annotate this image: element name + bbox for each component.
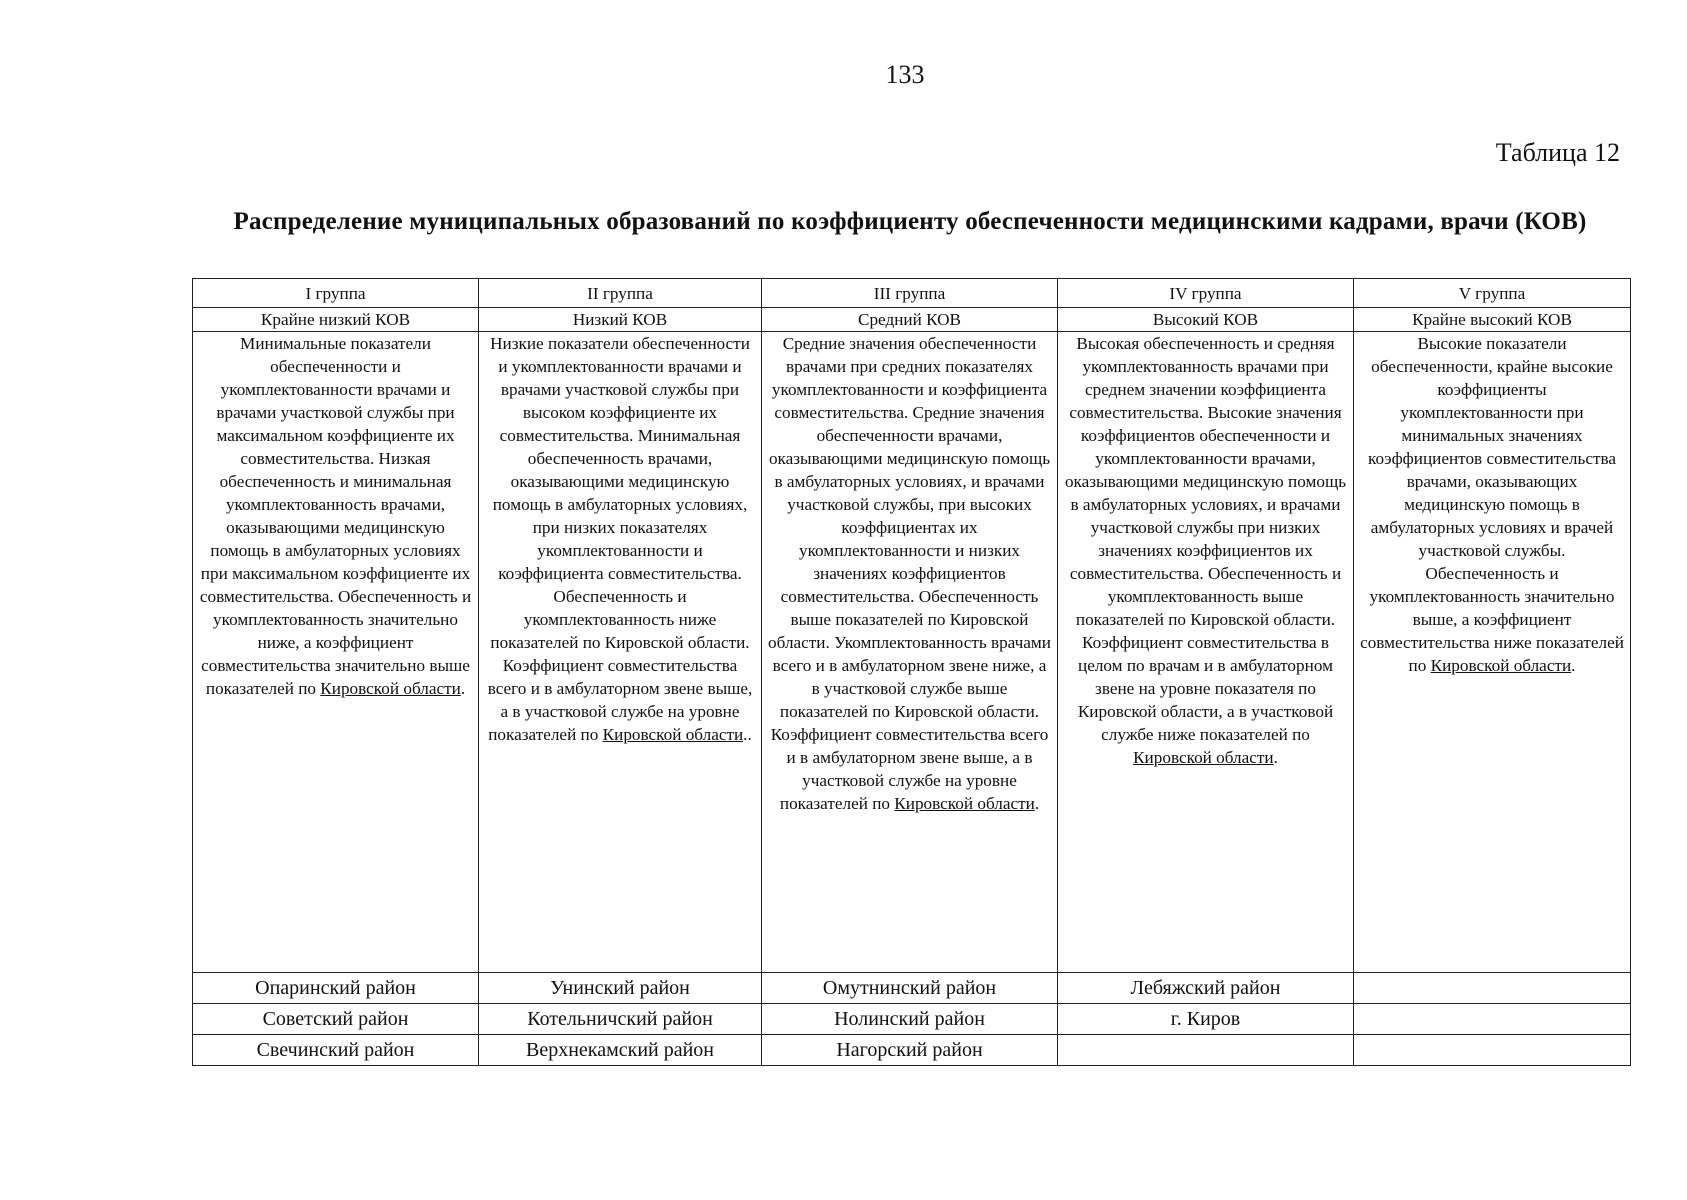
region-link: Кировской области: [1133, 748, 1274, 767]
group-header: III группа: [762, 279, 1058, 308]
district-cell: Советский район: [193, 1004, 479, 1035]
region-link: Кировской области: [320, 679, 461, 698]
description-end: ..: [743, 725, 752, 744]
group-header: V группа: [1354, 279, 1631, 308]
kov-level: Низкий КОВ: [479, 308, 762, 332]
district-cell: Омутнинский район: [762, 973, 1058, 1004]
group-description: [193, 332, 479, 973]
kov-level: Крайне низкий КОВ: [193, 308, 479, 332]
district-cell: Нолинский район: [762, 1004, 1058, 1035]
kov-level: Высокий КОВ: [1058, 308, 1354, 332]
district-cell: г. Киров: [1058, 1004, 1354, 1035]
region-link: Кировской области: [602, 725, 744, 744]
district-cell: Нагорский район: [762, 1035, 1058, 1066]
table-label: Таблица 12: [1495, 138, 1620, 167]
group-header: II группа: [479, 279, 762, 308]
kov-level: Крайне высокий КОВ: [1354, 308, 1631, 332]
group-header: I группа: [193, 279, 479, 308]
group-header-row: [193, 279, 1631, 308]
description-row: [193, 332, 1631, 973]
group-description: [1354, 332, 1631, 973]
description-text: Минимальные показатели обеспеченности и укомплектованности врачами и врачами участковой службы при максимальном коэффициенте их совместительства. Низкая обеспеченность и минимальная укомплектованность врачами, оказывающими медицинскую помощь в амбулаторных условиях при максимальном коэффициенте их совместительства. Обеспеченность и укомплектованность значительно ниже, а коэффициент совместительства значительно выше показателей по: [199, 334, 472, 698]
distribution-table: [192, 278, 1631, 1066]
description-end: .: [460, 679, 466, 698]
district-cell: [1354, 973, 1631, 1004]
description-text: Высокие показатели обеспеченности, крайне высокие коэффициенты укомплектованности при минимальных значениях коэффициентов совместительства врачами, оказывающих медицинскую помощь в амбулаторных условиях и врачей участковой службы. Обеспеченность и укомплектованность значительно выше, а коэффициент совместительства ниже показателей по: [1360, 334, 1624, 675]
region-link: Кировской области: [894, 794, 1035, 813]
group-header: IV группа: [1058, 279, 1354, 308]
district-cell: Котельничский район: [479, 1004, 762, 1035]
district-cell: Унинский район: [479, 973, 762, 1004]
group-description: [479, 332, 762, 973]
district-row: [193, 973, 1631, 1004]
kov-level: Средний КОВ: [762, 308, 1058, 332]
description-end: .: [1034, 794, 1040, 813]
page-number: 133: [885, 60, 925, 89]
district-cell: Свечинский район: [193, 1035, 479, 1066]
description-text: Средние значения обеспеченности врачами при средних показателях укомплектованности и коэффициента совместительства. Средние значения обеспеченности врачами, оказывающими медицинскую помощь в амбулаторных условиях, и врачами участковой службы, при высоких коэффициентах их укомплектованности и низких значениях коэффициентов совместительства. Обеспеченность выше показателей по Кировской области. Укомплектованность врачами всего и в амбулаторном звене ниже, а в участковой службе выше показателей по Кировской области. Коэффициент совместительства всего и в амбулаторном звене выше, а в участковой службе на уровне показателей по: [768, 334, 1051, 813]
description-end: .: [1571, 656, 1576, 675]
group-description: [762, 332, 1058, 973]
district-cell: Верхнекамский район: [479, 1035, 762, 1066]
district-row: [193, 1004, 1631, 1035]
description-text: Высокая обеспеченность и средняя укомплектованность врачами при среднем значении коэффициента совместительства. Высокие значения коэффициентов обеспеченности и укомплектованности врачами, оказывающими медицинскую помощь в амбулаторных условиях, и врачами участковой службы при низких значениях коэффициентов их совместительства. Обеспеченность и укомплектованность выше показателей по Кировской области. Коэффициент совместительства в целом по врачам и в амбулаторном звене на уровне показателя по Кировской области, а в участковой службе ниже показателей по: [1064, 334, 1347, 744]
district-cell: [1354, 1035, 1631, 1066]
district-cell: Опаринский район: [193, 973, 479, 1004]
table-title: Распределение муниципальных образований по коэффициенту обеспеченности медицинскими кадрами, врачи (КОВ): [233, 208, 1587, 235]
region-link: Кировской области: [1430, 656, 1572, 675]
district-cell: [1058, 1035, 1354, 1066]
description-end: .: [1273, 748, 1278, 767]
district-cell: Лебяжский район: [1058, 973, 1354, 1004]
description-text: Низкие показатели обеспеченности и укомплектованности врачами и врачами участковой службы при высоком коэффициенте их совместительства. Минимальная обеспеченность врачами, оказывающими медицинскую помощь в амбулаторных условиях, при низких показателях укомплектованности и коэффициента совместительства. Обеспеченность и укомплектованность ниже показателей по Кировской области. Коэффициент совместительства всего и в амбулаторном звене выше, а в участковой службе на уровне показателей по: [487, 334, 753, 744]
district-cell: [1354, 1004, 1631, 1035]
group-description: [1058, 332, 1354, 973]
district-row: [193, 1035, 1631, 1066]
kov-level-row: [193, 308, 1631, 332]
